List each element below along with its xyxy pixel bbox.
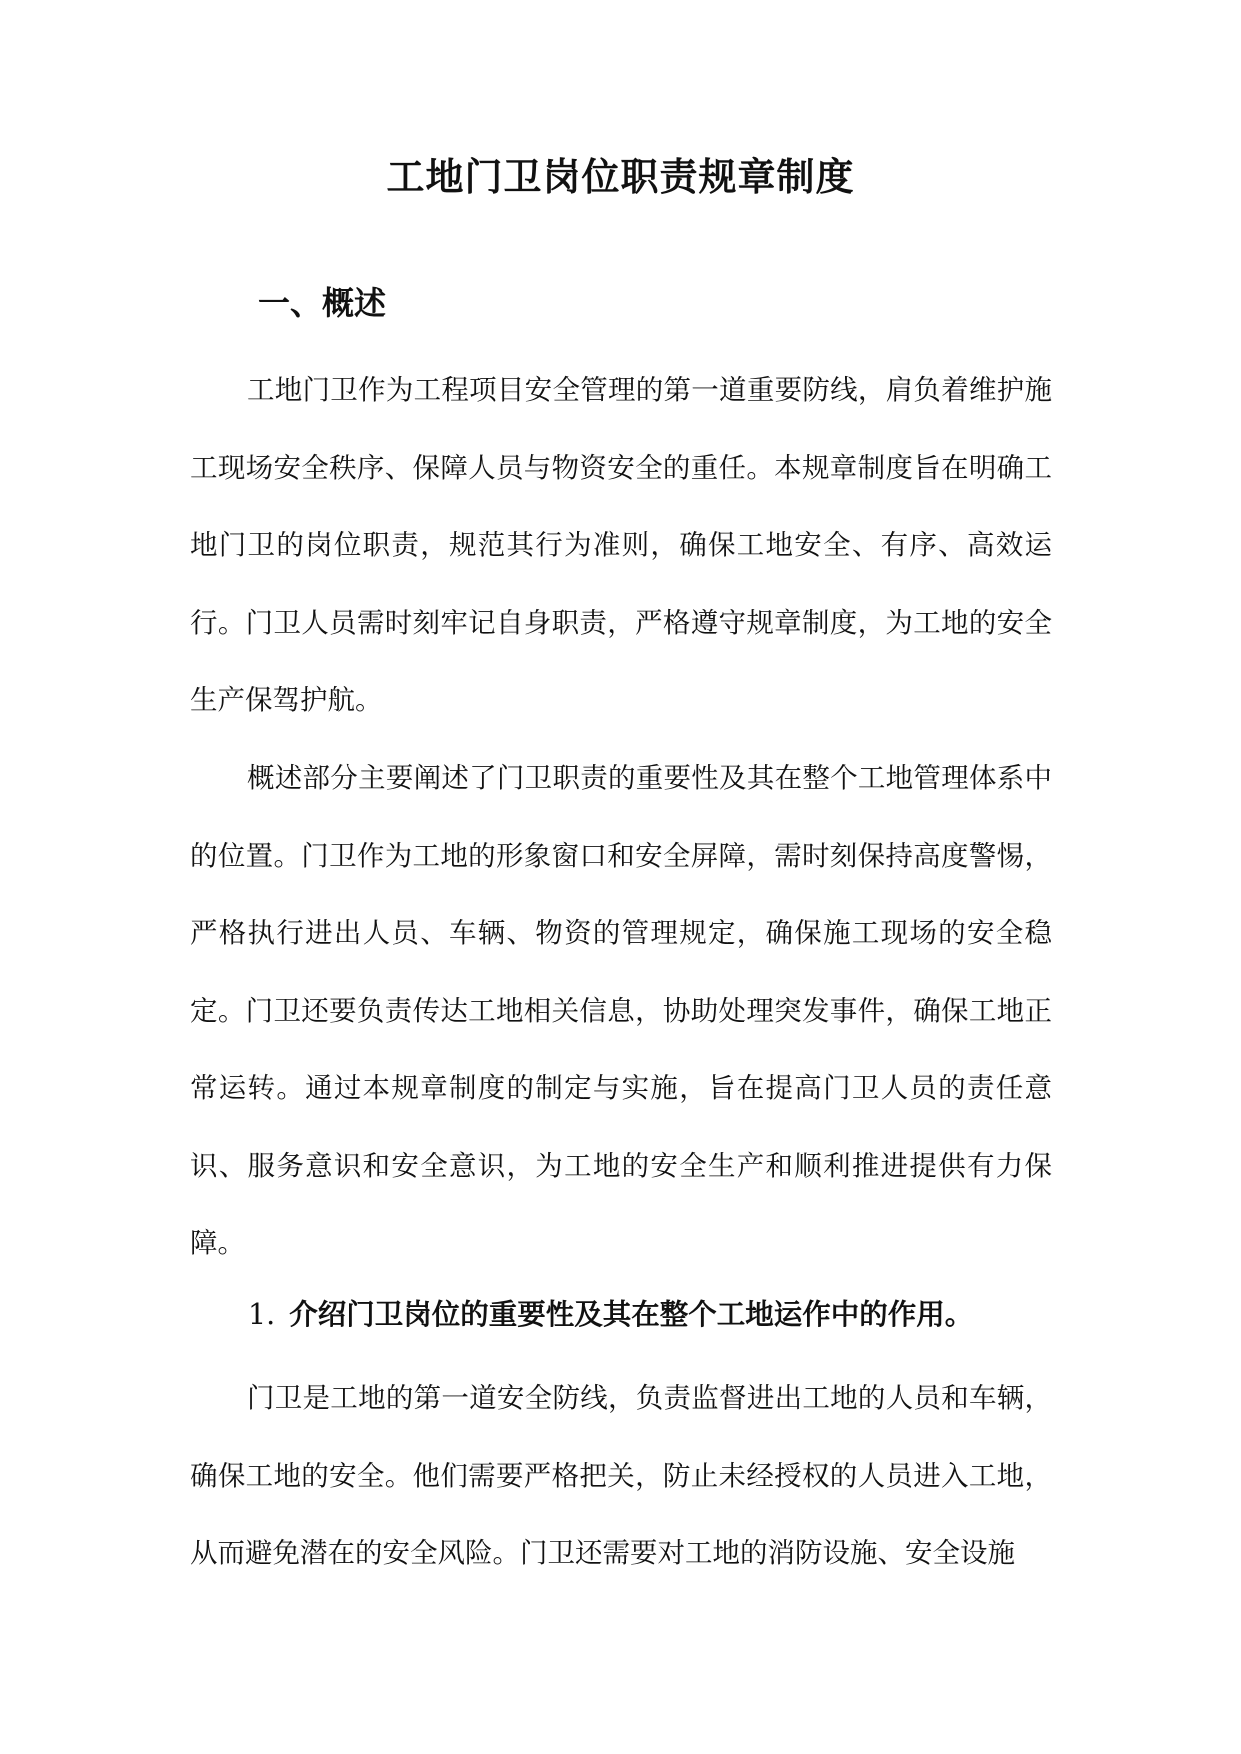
subsection-paragraph: 门卫是工地的第一道安全防线，负责监督进出工地的人员和车辆，确保工地的安全。他们需要严格把关，防止未经授权的人员进入工地，从而避免潜在的安全风险。门卫还需要对工地的消防设施、安全设施 [190, 1382, 1052, 1569]
document-title: 工地门卫岗位职责规章制度 [386, 154, 855, 199]
subsection-number: 1. [248, 1298, 276, 1331]
section-heading-overview: 一、概述 [258, 284, 387, 322]
overview-paragraph-2: 概述部分主要阐述了门卫职责的重要性及其在整个工地管理体系中的位置。门卫作为工地的形象窗口和安全屏障，需时刻保持高度警惕，严格执行进出人员、车辆、物资的管理规定，确保施工现场的安全稳定。门卫还要负责传达工地相关信息，协助处理突发事件，确保工地正常运转。通过本规章制度的制定与实施，旨在提高门卫人员的责任意识、服务意识和安全意识，为工地的安全生产和顺利推进提供有力保障。 [190, 762, 1052, 1259]
overview-paragraph-1: 工地门卫作为工程项目安全管理的第一道重要防线，肩负着维护施工现场安全秩序、保障人员与物资安全的重任。本规章制度旨在明确工地门卫的岗位职责，规范其行为准则，确保工地安全、有序、高效运行。门卫人员需时刻牢记自身职责，严格遵守规章制度，为工地的安全生产保驾护航。 [190, 374, 1052, 716]
subsection-heading [248, 1294, 973, 1335]
subsection-heading-text: 介绍门卫岗位的重要性及其在整个工地运作中的作用。 [289, 1297, 974, 1331]
